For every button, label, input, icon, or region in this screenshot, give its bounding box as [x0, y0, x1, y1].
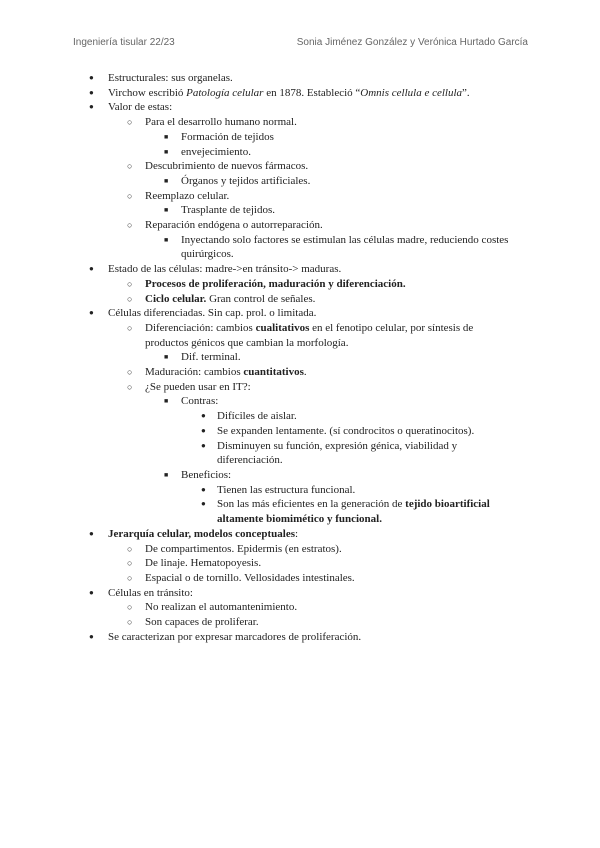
- list-item: ■ Formación de tejidos: [164, 130, 274, 143]
- header-course-title: Ingeniería tisular 22/23: [73, 37, 175, 48]
- circle-bullet-icon: ○: [127, 117, 133, 128]
- bullet-icon: ●: [89, 264, 94, 274]
- list-item: ● Difíciles de aislar.: [201, 410, 297, 423]
- bullet-icon: ●: [89, 87, 94, 97]
- list-item: ■ Órganos y tejidos artificiales.: [164, 174, 311, 187]
- list-item: ● Se caracterizan por expresar marcadores de proliferación.: [89, 630, 362, 643]
- list-item: ■ Contras:: [164, 395, 219, 408]
- list-item: ● Estado de las células: madre->en tránsito-> maduras.: [89, 263, 342, 276]
- list-item: ○ No realizan el automantenimiento.: [127, 601, 298, 614]
- square-bullet-icon: ■: [164, 206, 169, 215]
- circle-bullet-icon: ○: [127, 572, 133, 583]
- bullet-icon: ●: [89, 587, 94, 597]
- circle-bullet-icon: ○: [127, 602, 133, 613]
- circle-bullet-icon: ○: [127, 293, 133, 304]
- bullet-icon: ●: [201, 440, 206, 450]
- list-item: ○ Descubrimiento de nuevos fármacos.: [127, 160, 309, 173]
- circle-bullet-icon: ○: [127, 617, 133, 628]
- bullet-icon: ●: [89, 631, 94, 641]
- list-item: ● Virchow escribió Patología celular en 1878. Estableció “Omnis cellula e cellula”.: [89, 86, 470, 99]
- bullet-icon: ●: [89, 308, 94, 318]
- circle-bullet-icon: ○: [127, 220, 133, 231]
- list-item: ○ De linaje. Hematopoyesis.: [127, 557, 262, 570]
- square-bullet-icon: ■: [164, 353, 169, 362]
- circle-bullet-icon: ○: [127, 367, 133, 378]
- list-item: ● Estructurales: sus organelas.: [89, 72, 233, 84]
- list-item: ● Valor de estas:: [89, 101, 173, 114]
- list-item: ■ Trasplante de tejidos.: [164, 204, 275, 217]
- list-item: ■ Beneficios:: [164, 468, 232, 481]
- list-item: ● Disminuyen su función, expresión génica, viabilidad y diferenciación.: [201, 439, 458, 467]
- notes-body: [0, 71, 600, 644]
- circle-bullet-icon: ○: [127, 381, 133, 392]
- circle-bullet-icon: ○: [127, 190, 133, 201]
- list-item: ○ Diferenciación: cambios cualitativos en el fenotipo celular, por síntesis de productos génicos que cambian la morfología.: [127, 321, 474, 349]
- list-item: ■ envejecimiento.: [164, 145, 251, 158]
- bullet-icon: ●: [89, 528, 94, 538]
- list-item: ○ Espacial o de tornillo. Vellosidades intestinales.: [127, 571, 355, 584]
- list-item: ● Son las más eficientes en la generación de tejido bioartificial altamente biomimético y funcional.: [201, 498, 490, 526]
- list-item: ● Tienen las estructura funcional.: [201, 483, 356, 496]
- list-item: ○ ¿Se pueden usar en IT?:: [127, 380, 251, 393]
- circle-bullet-icon: ○: [127, 161, 133, 172]
- circle-bullet-icon: ○: [127, 558, 133, 569]
- list-item: ■ Inyectando solo factores se estimulan las células madre, reduciendo costes quirúrgicos.: [164, 233, 509, 261]
- list-item: ○ Procesos de proliferación, maduración y diferenciación.: [127, 277, 406, 290]
- list-item: ○ Reemplazo celular.: [127, 189, 230, 202]
- bullet-icon: ●: [89, 73, 94, 82]
- list-item: ○ Maduración: cambios cuantitativos.: [127, 366, 307, 379]
- circle-bullet-icon: ○: [127, 322, 133, 333]
- list-item: ○ De compartimentos. Epidermis (en estratos).: [127, 542, 342, 555]
- list-item: ● Células en tránsito:: [89, 586, 193, 599]
- square-bullet-icon: ■: [164, 176, 169, 185]
- list-item: ● Jerarquía celular, modelos conceptuales:: [89, 527, 299, 540]
- square-bullet-icon: ■: [164, 397, 169, 406]
- square-bullet-icon: ■: [164, 470, 169, 479]
- list-item: ○ Son capaces de proliferar.: [127, 616, 259, 629]
- list-item: ○ Reparación endógena o autorreparación.: [127, 219, 323, 232]
- bullet-icon: ●: [201, 499, 206, 509]
- bullet-icon: ●: [201, 484, 206, 494]
- bullet-icon: ●: [201, 425, 206, 435]
- circle-bullet-icon: ○: [127, 543, 133, 554]
- list-item: ● Células diferenciadas. Sin cap. prol. o limitada.: [89, 307, 317, 320]
- list-item: ● Se expanden lentamente. (sí condrocitos o queratinocitos).: [201, 424, 475, 437]
- list-item: ■ Dif. terminal.: [164, 351, 241, 364]
- list-item: ○ Ciclo celular. Gran control de señales.: [127, 292, 316, 305]
- circle-bullet-icon: ○: [127, 278, 133, 289]
- square-bullet-icon: ■: [164, 132, 169, 141]
- bullet-icon: ●: [89, 102, 94, 112]
- square-bullet-icon: ■: [164, 147, 169, 156]
- bullet-icon: ●: [201, 411, 206, 421]
- list-item: ○ Para el desarrollo humano normal.: [127, 116, 297, 129]
- square-bullet-icon: ■: [164, 235, 169, 244]
- header-authors: Sonia Jiménez González y Verónica Hurtado García: [296, 37, 528, 48]
